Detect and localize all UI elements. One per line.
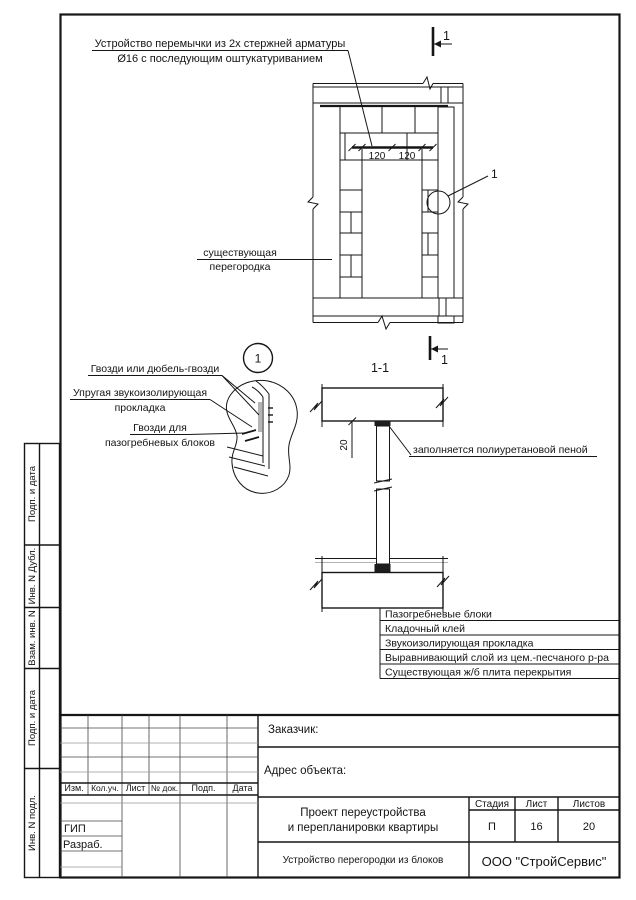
dim-120-left: 120	[368, 151, 386, 162]
partition-strip	[374, 426, 392, 564]
project-name-line2: и перепланировки квартиры	[287, 822, 439, 834]
nail-icon	[245, 437, 259, 441]
section-view	[310, 361, 619, 679]
label-block-nails-line1: Гвозди для	[133, 422, 187, 434]
arrow-icon	[431, 346, 438, 353]
ceiling-band-hatch	[313, 87, 463, 103]
side-cell-inv-podl: Инв. N подл.	[27, 795, 38, 851]
sheet-title: Устройство перегородки из блоков	[282, 855, 444, 866]
dim-120-right: 120	[398, 151, 416, 162]
detail-blob-content	[227, 381, 273, 476]
floor-band-hatch	[313, 298, 463, 316]
section-cut-marker-top	[433, 27, 452, 56]
foam-note	[389, 426, 597, 457]
arrow-icon	[434, 41, 441, 48]
side-cell-inv-dubl: Инв. N Дубл.	[27, 547, 38, 605]
side-column	[25, 444, 60, 878]
existing-wall-strip	[438, 107, 454, 323]
section-mark-bottom-number: 1	[441, 353, 448, 367]
address-label: Адрес объекта:	[264, 765, 347, 777]
col-podp: Подп.	[191, 783, 216, 793]
sheets-label: Листов	[572, 799, 606, 810]
company-name: ООО "СтройСервис"	[481, 854, 607, 869]
project-name-line1: Проект переустройства	[300, 807, 426, 819]
floor-layers	[315, 559, 448, 573]
legend-item-2: Кладочный клей	[385, 623, 465, 635]
lintel-note-line1: Устройство перемычки из 2х стержней арматуры	[94, 38, 346, 50]
floor-slab	[322, 573, 443, 609]
gap-dim-value: 20	[339, 439, 350, 451]
legend-item-5: Существующая ж/б плита перекрытия	[385, 666, 572, 679]
break-symbol	[378, 316, 390, 329]
section-cut-marker-bottom	[430, 336, 448, 367]
detail-blob-outline	[226, 380, 297, 493]
role-gip: ГИП	[64, 823, 86, 835]
side-cell-podp-data-2: Подп. и дата	[27, 690, 38, 746]
detail-ref-number: 1	[491, 167, 498, 181]
sheet-label: Лист	[525, 799, 548, 810]
existing-partition-line2: перегородка	[209, 261, 271, 273]
title-block-left-grid	[60, 715, 258, 878]
stage-label: Стадия	[474, 799, 510, 810]
legend-item-3: Звукоизолирующая прокладка	[385, 637, 534, 650]
foam-joint	[375, 421, 391, 427]
legend-item-4: Выравнивающий слой из цем.-песчаного р-ра	[385, 652, 609, 664]
label-gasket-line1: Упругая звукоизолирующая	[72, 387, 208, 399]
col-data: Дата	[232, 783, 253, 793]
section-title: 1-1	[370, 361, 390, 375]
mortar-joint	[375, 564, 391, 573]
col-list: Лист	[125, 783, 146, 793]
break-symbol	[436, 397, 448, 408]
existing-partition-line1: существующая	[203, 247, 277, 259]
section-legend	[380, 608, 619, 679]
side-cell-vzam-inv: Взам. инв. N	[27, 610, 38, 666]
customer-label: Заказчик:	[268, 724, 319, 736]
section-mark-top-number: 1	[443, 29, 450, 43]
stage-value: П	[488, 821, 496, 833]
break-symbol	[310, 401, 322, 412]
detail-labels	[70, 363, 259, 449]
title-block-right	[258, 724, 620, 878]
sheets-value: 20	[582, 821, 596, 833]
legend-item-1: Пазогребневые блоки	[385, 608, 492, 621]
role-razrab: Разраб.	[63, 839, 103, 851]
lintel-note-line2: Ø16 с последующим оштукатуриванием	[117, 53, 323, 65]
col-koluch: Кол.уч.	[91, 783, 119, 793]
existing-partition-label	[197, 247, 332, 273]
block-masonry	[340, 106, 438, 298]
side-cell-podp-data-1: Подп. и дата	[27, 466, 38, 522]
col-izm: Изм.	[64, 783, 84, 793]
detail-view	[70, 344, 297, 494]
detail-bubble-number: 1	[254, 351, 262, 366]
label-gasket-line2: прокладка	[114, 402, 166, 414]
ceiling-slab	[322, 388, 443, 421]
elevation-view	[197, 27, 498, 367]
gap-dimension	[339, 418, 356, 459]
lintel-annotation	[92, 38, 372, 146]
col-dok: № док.	[150, 783, 179, 793]
label-nails-dowel: Гвозди или дюбель-гвозди	[90, 363, 220, 375]
label-block-nails-line2: пазогребневых блоков	[104, 437, 216, 449]
break-symbol	[310, 579, 322, 590]
title-block	[60, 715, 620, 878]
sheet-value: 16	[530, 821, 543, 833]
lintel-note-leader	[348, 51, 372, 147]
witness-lines	[308, 84, 468, 323]
foam-note-text: заполняется полиуретановой пеной	[413, 444, 588, 456]
